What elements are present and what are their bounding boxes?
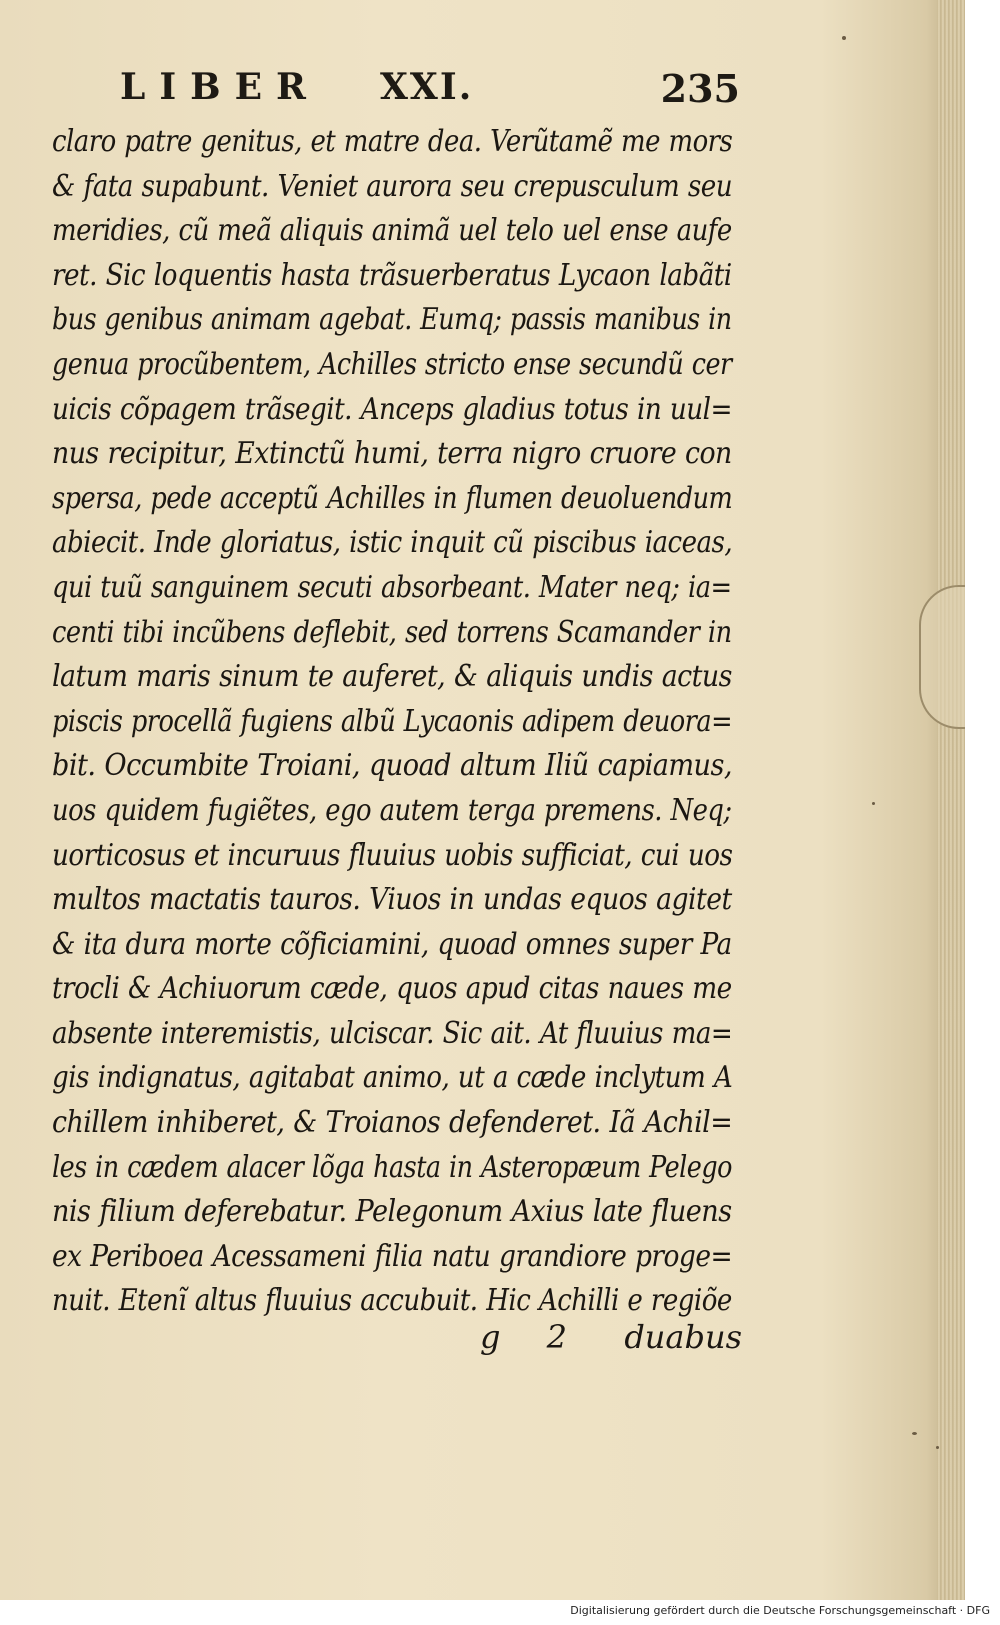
text-line: uorticosus et incuruus fluuius uobis sufficiat, cui uos [52, 837, 733, 873]
text-line: & fata supabunt. Veniet aurora seu crepusculum seu [52, 168, 733, 204]
text-line: les in cædem alacer lõga hasta in Asteropæum Pelego [52, 1149, 732, 1185]
text-line: & ita dura morte cõficiamini, quoad omnes super Pa [52, 926, 732, 962]
page-fore-edge [937, 0, 965, 1600]
text-line: piscis procellã fugiens albũ Lycaonis adipem deuora= [52, 703, 733, 739]
text-line: uicis cõpagem trãsegit. Anceps gladius totus in uul= [52, 391, 732, 427]
text-line: claro patre genitus, et matre dea. Verũtamẽ me mors [52, 124, 733, 159]
text-line: uos quidem fugiẽtes, ego autem terga premens. Neq; [52, 792, 732, 828]
ink-speck [936, 1446, 939, 1449]
running-title: LIBER [120, 66, 320, 108]
text-line: trocli & Achiuorum cæde, quos apud citas naues me [52, 971, 732, 1007]
text-line: spersa, pede acceptũ Achilles in flumen deuoluendum [52, 480, 733, 516]
ink-speck [872, 802, 875, 805]
text-line: qui tuũ sanguinem secuti absorbeant. Mater neq; ia= [52, 569, 732, 605]
body-text [52, 120, 742, 1324]
ink-speck [842, 36, 846, 40]
text-line: nis filium deferebatur. Pelegonum Axius late fluens [52, 1194, 732, 1230]
text-line: ret. Sic loquentis hasta trãsuerberatus Lycaon labãti [52, 257, 732, 293]
page-header [120, 66, 740, 116]
text-line: bus genibus animam agebat. Eumq; passis manibus in [52, 302, 732, 338]
credit-bar [0, 1600, 1000, 1625]
catchword: duabus [624, 1318, 742, 1356]
text-line: nus recipitur, Extinctũ humi, terra nigro cruore con [52, 436, 732, 472]
folio-number: 235 [660, 66, 740, 111]
text-line: latum maris sinum te auferet, & aliquis undis actus [52, 659, 732, 695]
page-footer [480, 1318, 742, 1368]
text-line: meridies, cũ meã aliquis animã uel telo uel ense aufe [52, 213, 732, 249]
book-number: XXI. [380, 66, 474, 108]
text-line: centi tibi incũbens deflebit, sed torrens Scamander in [52, 614, 732, 650]
text-line: abiecit. Inde gloriatus, istic inquit cũ piscibus iaceas, [52, 525, 733, 561]
text-line: absente interemistis, ulciscar. Sic ait. At fluuius ma= [52, 1015, 733, 1051]
text-line: gis indignatus, agitabat animo, ut a cæde inclytum A [52, 1060, 733, 1096]
text-line: chillem inhiberet, & Troianos defenderet. Iã Achil= [52, 1105, 733, 1141]
text-line: bit. Occumbite Troiani, quoad altum Iliũ capiamus, [52, 748, 732, 784]
signature-mark: g 2 [480, 1318, 586, 1356]
text-line: nuit. Etenĩ altus fluuius accubuit. Hic Achilli e regiõe [52, 1283, 732, 1319]
dfg-credit: Digitalisierung gefördert durch die Deutsche Forschungsgemeinschaft · DFG [570, 1604, 990, 1617]
text-line: multos mactatis tauros. Viuos in undas equos agitet [52, 882, 732, 918]
clasp-mark [919, 585, 965, 729]
ink-speck [912, 1432, 917, 1435]
text-line: ex Periboea Acessameni filia natu grandiore proge= [52, 1238, 733, 1274]
text-line: genua procũbentem, Achilles stricto ense secundũ cer [52, 346, 732, 382]
